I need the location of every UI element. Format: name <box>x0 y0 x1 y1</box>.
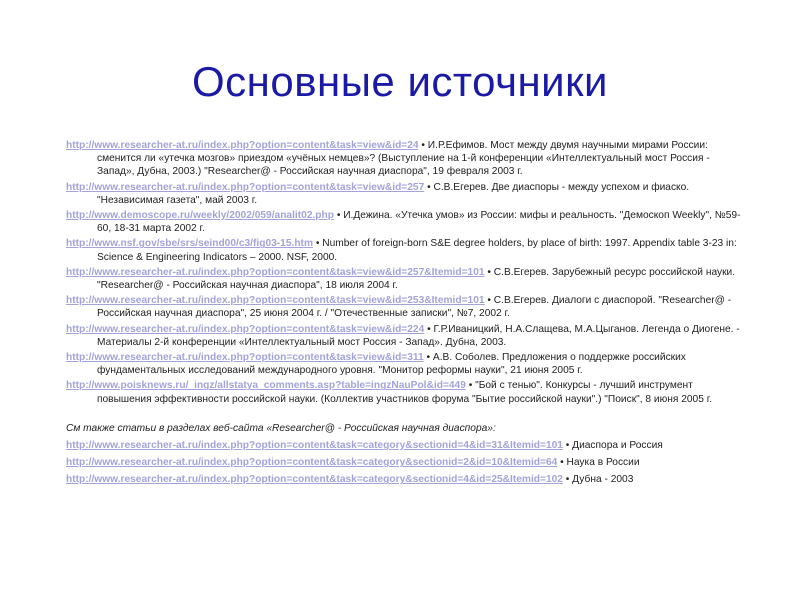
reference-link[interactable]: http://www.poisknews.ru/_ingz/allstatya_comments.asp?table=ingzNauPol&id=449 <box>66 380 466 392</box>
see-also-link[interactable]: http://www.researcher-at.ru/index.php?option=content&task=category&sectionid=4&id=31&Itemid=101 <box>66 440 563 452</box>
see-also-link[interactable]: http://www.researcher-at.ru/index.php?option=content&task=category&sectionid=4&id=25&Itemid=102 <box>66 474 563 486</box>
reference-text: • "Бой с тенью". Конкурсы - лучший инструмент повышения эффективности российской науки. (Коллектив участников форума "Бытие российской науки".) "Поиск", 8 июня 2005 г. <box>97 380 713 405</box>
reference-item <box>66 209 742 235</box>
reference-link[interactable]: http://www.demoscope.ru/weekly/2002/059/analit02.php <box>66 210 334 222</box>
reference-link[interactable]: http://www.researcher-at.ru/index.php?option=content&task=view&id=257 <box>66 181 425 193</box>
see-also-text: • Диаспора и Россия <box>562 440 663 452</box>
reference-item <box>66 237 742 263</box>
reference-text: • С.В.Егерев. Диалоги с диаспорой. "Researcher@ - Российская научная диаспора", 25 июня 2004 г. / "Отечественные записки", №7, 2002 г. <box>97 295 732 320</box>
reference-text: • А.В. Соболев. Предложения о поддержке российских фундаментальных исследований международного уровня. "Монитор реформы науки", 21 июня 2005 г. <box>97 352 686 377</box>
reference-link[interactable]: http://www.nsf.gov/sbe/srs/seind00/c3/fig03-15.htm <box>66 238 314 250</box>
reference-item <box>66 266 742 292</box>
see-also-heading: См также статьи в разделах веб-сайта «Researcher@ - Российская научная диаспора»: <box>66 422 496 434</box>
reference-text: • Г.Р.Иваницкий, Н.А.Слащева, М.А.Цыганов. Легенда о Диогене. - Материалы 2-й конференции «Интеллектуальный мост Россия - Запад». Дубна, 2003. <box>97 323 740 348</box>
slide-title: Основные источники <box>192 58 608 105</box>
see-also-item <box>66 473 742 486</box>
reference-link[interactable]: http://www.researcher-at.ru/index.php?option=content&task=view&id=24 <box>66 140 419 151</box>
reference-list <box>66 139 742 487</box>
see-also-item <box>66 439 742 452</box>
reference-link[interactable]: http://www.researcher-at.ru/index.php?option=content&task=view&id=224 <box>66 323 425 335</box>
reference-item <box>66 351 742 377</box>
reference-link[interactable]: http://www.researcher-at.ru/index.php?option=content&task=view&id=253&Itemid=101 <box>66 295 485 307</box>
see-also-item <box>66 456 742 469</box>
reference-link[interactable]: http://www.researcher-at.ru/index.php?option=content&task=view&id=311 <box>66 352 424 364</box>
reference-text: • И.Дежина. «Утечка умов» из России: мифы и реальность. "Демоскоп Weekly", №59-60, 18-31 марта 2002 г. <box>97 210 741 235</box>
reference-text: • И.Р.Ефимов. Мост между двумя научными мирами России: сменится ли «утечка мозгов» приездом «учёных немцев»? (Выступление на 1-й конференции «Интеллектуальный мост Россия - Запад», Дубна, 2003.) "Researcher@ - Российская научная диаспора", 19 февраля 2003 г. <box>97 140 710 178</box>
reference-item <box>66 139 742 179</box>
see-also-text: • Дубна - 2003 <box>562 474 634 486</box>
reference-item <box>66 294 742 320</box>
see-also-text: • Наука в России <box>557 457 640 469</box>
reference-item <box>66 379 742 405</box>
reference-item <box>66 181 742 207</box>
reference-text: • Number of foreign-born S&E degree holders, by place of birth: 1997. Appendix table 3-23 in: Science & Engineering Indicators – 2000. NSF, 2000. <box>97 238 737 263</box>
reference-text: • С.В.Егерев. Зарубежный ресурс российской науки. "Researcher@ - Российская научная диаспора", 18 июля 2004 г. <box>97 266 736 292</box>
reference-text: • С.В.Егерев. Две диаспоры - между успехом и фиаско. "Независимая газета", май 2003 г. <box>97 181 690 206</box>
reference-item <box>66 323 742 349</box>
reference-link[interactable]: http://www.researcher-at.ru/index.php?option=content&task=view&id=257&Itemid=101 <box>66 266 485 278</box>
see-also-link[interactable]: http://www.researcher-at.ru/index.php?option=content&task=category&sectionid=2&id=10&Itemid=64 <box>66 457 558 469</box>
